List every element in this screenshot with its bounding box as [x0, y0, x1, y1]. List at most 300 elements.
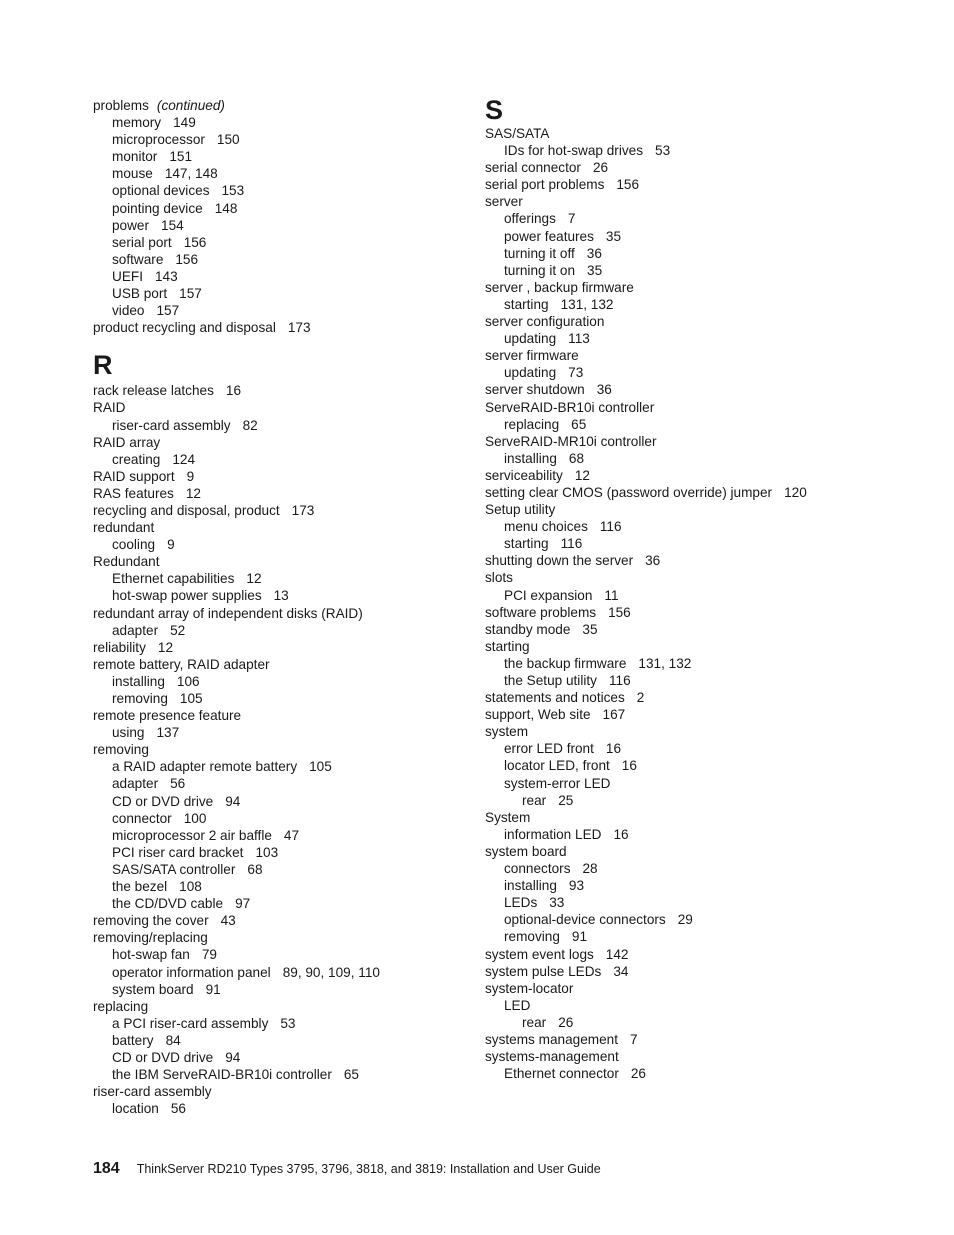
- page-reference[interactable]: 33: [549, 895, 565, 911]
- index-entry: [485, 638, 875, 655]
- entry-term: System: [485, 809, 531, 825]
- entry-term: locator LED, front: [504, 758, 610, 774]
- page-reference[interactable]: 167: [602, 707, 626, 723]
- entry-term: menu choices: [504, 519, 588, 535]
- index-subentry: [93, 417, 483, 434]
- index-entry: [93, 656, 483, 673]
- entry-term: slots: [485, 570, 513, 586]
- page-reference[interactable]: 12: [185, 485, 201, 501]
- index-subentry: [93, 622, 483, 639]
- entry-term: riser-card assembly: [93, 1084, 212, 1100]
- page-reference[interactable]: 26: [630, 1066, 646, 1082]
- page-reference[interactable]: 105: [309, 759, 332, 775]
- page-reference[interactable]: 150: [216, 132, 240, 148]
- index-subentry: [93, 1100, 483, 1117]
- page-reference[interactable]: 16: [225, 383, 242, 399]
- index-subentry: [93, 234, 483, 251]
- entry-term: system-error LED: [504, 775, 611, 791]
- index-subentry: [485, 775, 875, 792]
- index-subentry: [485, 740, 875, 757]
- page-reference[interactable]: 2: [636, 690, 645, 706]
- entry-term: adapter: [112, 622, 159, 638]
- index-entry: [485, 809, 875, 826]
- index-subentry: [485, 518, 875, 535]
- index-entry: [93, 707, 483, 724]
- entry-term: the backup firmware: [504, 655, 627, 671]
- index-entry: [485, 946, 875, 963]
- index-subentry: [93, 724, 483, 741]
- index-subentry: [485, 330, 875, 347]
- entry-term: a PCI riser-card assembly: [112, 1015, 269, 1031]
- index-subentry: [93, 570, 483, 587]
- entry-term: power features: [504, 228, 594, 244]
- page-reference[interactable]: 89, 90, 109, 110: [282, 964, 380, 980]
- index-entry: [93, 998, 483, 1015]
- index-entry: [93, 605, 483, 622]
- index-entry: [485, 159, 875, 176]
- index-subentry: [93, 587, 483, 604]
- page-reference[interactable]: 11: [604, 587, 619, 603]
- index-subentry: [485, 911, 875, 928]
- entry-term: RAS features: [93, 485, 174, 501]
- page-reference[interactable]: 16: [605, 741, 622, 757]
- index-entry: [485, 279, 875, 296]
- index-entry: [485, 125, 875, 142]
- index-subentry: [93, 793, 483, 810]
- index-entry: [485, 484, 875, 501]
- index-subentry: [93, 690, 483, 707]
- page-reference[interactable]: 91: [205, 981, 221, 997]
- entry-term: remote battery, RAID adapter: [93, 656, 270, 672]
- entry-term: system board: [485, 843, 567, 859]
- index-subentry: [485, 792, 875, 809]
- page-reference[interactable]: 120: [784, 484, 807, 500]
- entry-term: standby mode: [485, 621, 571, 637]
- index-subentry: [485, 210, 875, 227]
- page-reference[interactable]: 65: [343, 1067, 359, 1083]
- entry-term: replacing: [93, 998, 149, 1014]
- index-subentry: [93, 981, 483, 998]
- index-entry: [485, 569, 875, 586]
- entry-term: server configuration: [485, 314, 605, 330]
- entry-term: ServeRAID-BR10i controller: [485, 399, 655, 415]
- index-subentry: [93, 1015, 483, 1032]
- entry-term: microprocessor: [112, 132, 205, 148]
- page-reference[interactable]: 137: [156, 725, 180, 741]
- entry-term: error LED front: [504, 741, 594, 757]
- entry-term: microprocessor 2 air baffle: [112, 827, 272, 843]
- index-subentry: [93, 673, 483, 690]
- page-reference[interactable]: 124: [172, 451, 196, 467]
- entry-term: removing: [93, 742, 149, 758]
- entry-term: updating: [504, 331, 557, 347]
- entry-term: PCI expansion: [504, 587, 593, 603]
- page-reference[interactable]: 94: [225, 793, 241, 809]
- entry-term: Setup utility: [485, 502, 556, 518]
- entry-term: the IBM ServeRAID-BR10i controller: [112, 1067, 332, 1083]
- page-reference[interactable]: 108: [179, 879, 202, 895]
- page-reference[interactable]: 148: [214, 200, 238, 216]
- page-reference[interactable]: 173: [287, 320, 311, 336]
- entry-term: UEFI: [112, 268, 143, 284]
- index-entry: [485, 963, 875, 980]
- page-reference[interactable]: 156: [608, 604, 631, 620]
- index-subentry: [93, 946, 483, 963]
- entry-term: video: [112, 303, 145, 319]
- page-reference[interactable]: 103: [255, 844, 279, 860]
- page-reference[interactable]: 28: [582, 861, 598, 877]
- index-entry: [485, 433, 875, 450]
- page-reference[interactable]: 16: [621, 758, 637, 774]
- index-entry: [93, 912, 483, 929]
- entry-term: serial port: [112, 234, 172, 250]
- index-subentry: [485, 860, 875, 877]
- index-subentry: [485, 894, 875, 911]
- index-subentry: [485, 245, 875, 262]
- page-reference[interactable]: 68: [247, 861, 263, 877]
- page-reference[interactable]: 53: [280, 1015, 296, 1031]
- index-entry: [93, 97, 483, 114]
- index-column-right: [485, 97, 875, 1082]
- page-reference[interactable]: 47: [283, 827, 300, 843]
- index-entry: [93, 434, 483, 451]
- entry-term: cooling: [112, 537, 156, 553]
- index-subentry: [485, 1065, 875, 1082]
- entry-term: serial port problems: [485, 177, 605, 193]
- page-reference[interactable]: 52: [170, 622, 186, 638]
- index-entry: [485, 604, 875, 621]
- entry-term: the CD/DVD cable: [112, 896, 224, 912]
- page-reference[interactable]: 131, 132: [560, 296, 614, 312]
- entry-term: software: [112, 251, 164, 267]
- index-entry: [485, 193, 875, 210]
- index-subentry: [93, 148, 483, 165]
- index-subentry: [485, 535, 875, 552]
- page-reference[interactable]: 147, 148: [164, 166, 218, 182]
- page-reference[interactable]: 68: [568, 450, 585, 466]
- page-number: 184: [93, 1160, 120, 1177]
- entry-term: hot-swap power supplies: [112, 588, 262, 604]
- entry-term: SAS/SATA controller: [112, 861, 236, 877]
- entry-term: battery: [112, 1032, 154, 1048]
- entry-term: systems management: [485, 1031, 618, 1047]
- index-entry: [485, 552, 875, 569]
- index-entry: [485, 706, 875, 723]
- index-subentry: [485, 450, 875, 467]
- page-reference[interactable]: 7: [567, 211, 576, 227]
- index-entry: [93, 382, 483, 399]
- entry-term: support, Web site: [485, 707, 591, 723]
- index-subentry: [93, 758, 483, 775]
- page-reference[interactable]: 36: [645, 553, 661, 569]
- page-reference[interactable]: 153: [221, 183, 245, 199]
- entry-term: adapter: [112, 776, 159, 792]
- index-subentry: [93, 1032, 483, 1049]
- entry-term: PCI riser card bracket: [112, 844, 244, 860]
- entry-term: monitor: [112, 149, 158, 165]
- index-subentry: [485, 416, 875, 433]
- index-subentry: [485, 296, 875, 313]
- index-subentry: [485, 655, 875, 672]
- index-subentry: [485, 142, 875, 159]
- page-reference[interactable]: 56: [170, 1101, 186, 1117]
- section-letter-s: S: [485, 95, 504, 125]
- page-reference[interactable]: 157: [179, 286, 202, 302]
- entry-term: pointing device: [112, 200, 203, 216]
- page-reference[interactable]: 65: [571, 416, 587, 432]
- page-reference[interactable]: 106: [176, 673, 200, 689]
- entry-term: removing: [112, 691, 168, 706]
- page-reference[interactable]: 151: [169, 149, 193, 165]
- page-reference[interactable]: 25: [558, 792, 574, 808]
- entry-term: turning it on: [504, 262, 576, 278]
- page-reference[interactable]: 12: [574, 467, 590, 483]
- entry-term: the bezel: [112, 879, 168, 895]
- entry-term: CD or DVD drive: [112, 1049, 214, 1065]
- page-reference[interactable]: 36: [596, 382, 612, 398]
- page-reference[interactable]: 16: [613, 826, 629, 842]
- book-title: ThinkServer RD210 Types 3795, 3796, 3818, and 3819: Installation and User Guide: [136, 1162, 601, 1176]
- page-footer: [93, 1160, 601, 1178]
- index-subentry: [93, 1066, 483, 1083]
- page-reference[interactable]: 9: [167, 537, 175, 553]
- page-reference[interactable]: 93: [568, 878, 585, 894]
- page-reference[interactable]: 56: [170, 776, 186, 792]
- page-reference[interactable]: 113: [568, 331, 590, 347]
- index-subentry: [485, 877, 875, 894]
- entry-term: removing the cover: [93, 913, 209, 929]
- page-reference[interactable]: 26: [592, 160, 609, 176]
- index-entry: [485, 723, 875, 740]
- index-subentry: [93, 285, 483, 302]
- entry-term: operator information panel: [112, 964, 271, 980]
- entry-term: starting: [485, 638, 530, 654]
- page-reference[interactable]: 154: [161, 217, 184, 233]
- page-reference[interactable]: 35: [582, 621, 598, 637]
- entry-term: setting clear CMOS (password override) jumper: [485, 484, 773, 500]
- entry-term: CD or DVD drive: [112, 793, 214, 809]
- entry-term: system board: [112, 981, 194, 997]
- index-column-left: [93, 97, 483, 1117]
- entry-term: reliability: [93, 639, 146, 655]
- page-reference[interactable]: 142: [605, 946, 629, 962]
- page-reference[interactable]: 97: [235, 896, 251, 912]
- index-subentry: [485, 364, 875, 381]
- page-reference[interactable]: 73: [568, 365, 584, 381]
- page-reference[interactable]: 36: [586, 245, 602, 261]
- entry-term: LEDs: [504, 895, 538, 911]
- entry-term: redundant: [93, 520, 155, 536]
- entry-term: IDs for hot-swap drives: [504, 143, 644, 159]
- index-subentry: [485, 826, 875, 843]
- index-entry: [485, 689, 875, 706]
- index-entry: [93, 741, 483, 758]
- page-reference[interactable]: 84: [165, 1032, 181, 1048]
- entry-term: server shutdown: [485, 382, 585, 398]
- entry-term: a RAID adapter remote battery: [112, 759, 298, 775]
- entry-term: Ethernet capabilities: [112, 571, 235, 587]
- entry-term: RAID array: [93, 434, 161, 450]
- index-subentry: [93, 251, 483, 268]
- index-subentry: [485, 997, 875, 1014]
- entry-term: installing: [112, 673, 165, 689]
- entry-term: turning it off: [504, 245, 575, 261]
- page-reference[interactable]: 143: [154, 268, 178, 284]
- page-reference[interactable]: 7: [629, 1031, 638, 1047]
- entry-term: replacing: [504, 416, 560, 432]
- entry-term: RAID support: [93, 468, 175, 484]
- index-subentry: [93, 895, 483, 912]
- index-entry: [485, 381, 875, 398]
- index-subentry: [93, 775, 483, 792]
- index-subentry: [485, 1014, 875, 1031]
- page-reference[interactable]: 156: [616, 177, 640, 193]
- entry-term: server , backup firmware: [485, 279, 634, 295]
- page-reference[interactable]: 116: [608, 673, 631, 688]
- index-entry: [93, 399, 483, 416]
- entry-term: starting: [504, 296, 549, 312]
- entry-term: LED: [504, 997, 531, 1013]
- index-entry: [93, 1083, 483, 1100]
- entry-term: riser-card assembly: [112, 417, 231, 433]
- page-reference[interactable]: 53: [655, 143, 671, 159]
- page-reference[interactable]: 156: [183, 234, 207, 250]
- index-entry: [93, 519, 483, 536]
- entry-term: ServeRAID-MR10i controller: [485, 433, 657, 449]
- page-reference[interactable]: 116: [560, 536, 583, 552]
- index-entry: [485, 399, 875, 416]
- index-subentry: [93, 861, 483, 878]
- entry-term: statements and notices: [485, 690, 625, 706]
- page-reference[interactable]: 94: [225, 1049, 241, 1065]
- entry-term: system-locator: [485, 980, 574, 996]
- entry-term: connectors: [504, 861, 571, 877]
- index-entry: [93, 929, 483, 946]
- page-reference[interactable]: 79: [201, 947, 217, 963]
- page-reference[interactable]: 43: [220, 913, 236, 929]
- entry-term: shutting down the server: [485, 553, 634, 569]
- page-reference[interactable]: 116: [599, 519, 622, 535]
- entry-term: serial connector: [485, 160, 581, 176]
- entry-term: Redundant: [93, 554, 160, 570]
- page-reference[interactable]: 9: [186, 468, 195, 484]
- page-reference[interactable]: 100: [183, 810, 207, 826]
- page-reference[interactable]: 82: [242, 417, 258, 433]
- index-entry: [93, 502, 483, 519]
- page-reference[interactable]: 157: [156, 303, 180, 319]
- index-entry: [93, 468, 483, 485]
- index-subentry: [485, 672, 875, 689]
- entry-term: rear: [522, 792, 547, 808]
- entry-term: optional devices: [112, 183, 210, 199]
- entry-term: product recycling and disposal: [93, 320, 276, 336]
- index-entry: [485, 621, 875, 638]
- entry-term: updating: [504, 365, 557, 381]
- entry-term: offerings: [504, 211, 556, 227]
- index-subentry: [93, 1049, 483, 1066]
- entry-term: installing: [504, 450, 557, 466]
- index-subentry: [485, 928, 875, 945]
- page-reference[interactable]: 156: [175, 251, 199, 267]
- index-subentry: [93, 114, 483, 131]
- entry-term: rack release latches: [93, 383, 214, 399]
- index-subentry: [93, 200, 483, 217]
- page-reference[interactable]: 149: [173, 115, 196, 131]
- continued-note: (continued): [156, 98, 225, 113]
- entry-term: creating: [112, 451, 161, 467]
- index-subentry: [93, 302, 483, 319]
- entry-term: Ethernet connector: [504, 1066, 619, 1082]
- entry-term: rear: [522, 1014, 547, 1030]
- page-reference[interactable]: 34: [613, 963, 629, 979]
- entry-term: redundant array of independent disks (RAID): [93, 605, 363, 621]
- index-subentry: [93, 165, 483, 182]
- entry-term: power: [112, 217, 150, 233]
- page-reference[interactable]: 105: [179, 691, 203, 706]
- index-subentry: [485, 757, 875, 774]
- entry-term: system: [485, 724, 529, 740]
- entry-term: server firmware: [485, 348, 579, 364]
- page-reference[interactable]: 131, 132: [638, 655, 692, 671]
- index-entry: [93, 485, 483, 502]
- entry-term: location: [112, 1101, 159, 1117]
- page-reference[interactable]: 12: [157, 639, 174, 655]
- page-reference[interactable]: 13: [273, 588, 289, 604]
- entry-term: optional-device connectors: [504, 912, 666, 928]
- index-subentry: [93, 964, 483, 981]
- entry-term: remote presence feature: [93, 708, 242, 724]
- index-entry: [485, 347, 875, 364]
- entry-term: hot-swap fan: [112, 947, 190, 963]
- index-entry: [93, 319, 483, 336]
- page-reference[interactable]: 91: [571, 929, 588, 945]
- entry-term: starting: [504, 536, 549, 552]
- index-subentry: [93, 268, 483, 285]
- index-entry: [485, 176, 875, 193]
- entry-term: memory: [112, 115, 162, 131]
- index-subentry: [93, 827, 483, 844]
- page-reference[interactable]: 173: [291, 502, 315, 518]
- page-reference[interactable]: 29: [677, 912, 693, 928]
- page-reference[interactable]: 35: [587, 262, 603, 278]
- index-subentry: [93, 131, 483, 148]
- index-subentry: [93, 810, 483, 827]
- entry-term: removing: [504, 929, 560, 945]
- index-subentry: [485, 262, 875, 279]
- entry-term: system pulse LEDs: [485, 963, 602, 979]
- index-subentry: [485, 228, 875, 245]
- entry-term: problems: [93, 98, 149, 113]
- index-subentry: [93, 182, 483, 199]
- page-reference[interactable]: 26: [558, 1014, 574, 1030]
- index-subentry: [93, 878, 483, 895]
- entry-term: mouse: [112, 166, 153, 182]
- entry-term: information LED: [504, 826, 602, 842]
- entry-term: the Setup utility: [504, 673, 597, 688]
- page-reference[interactable]: 35: [605, 228, 622, 244]
- entry-term: USB port: [112, 286, 168, 302]
- index-entry: [485, 980, 875, 997]
- entry-term: systems-management: [485, 1049, 619, 1065]
- index-subentry: [93, 451, 483, 468]
- index-entry: [485, 1048, 875, 1065]
- page-reference[interactable]: 12: [246, 571, 262, 587]
- entry-term: recycling and disposal, product: [93, 502, 280, 518]
- index-subentry: [93, 844, 483, 861]
- entry-term: software problems: [485, 604, 597, 620]
- index-entry: [93, 639, 483, 656]
- entry-term: serviceability: [485, 467, 563, 483]
